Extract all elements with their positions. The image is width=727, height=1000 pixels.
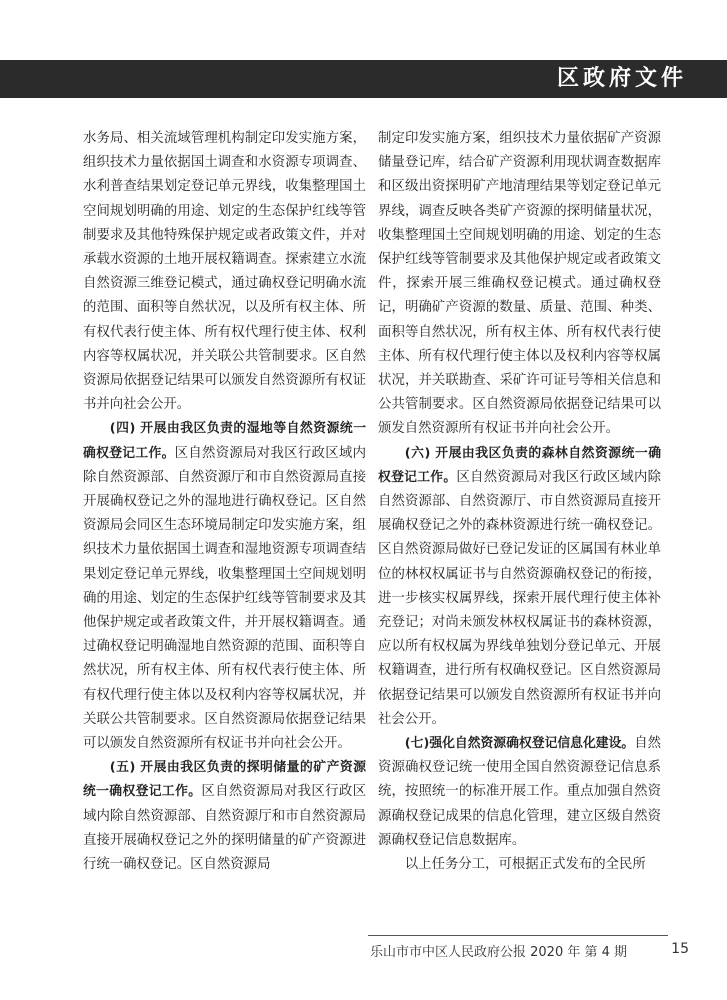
paragraph: 制定印发实施方案，组织技术力量依据矿产资源储量登记库，结合矿产资源利用现状调查数据库和区级出资探明矿产地清理结果等划定登记单元界线，调查反映各类矿产资源的探明储量状况，收集整理国土空间规划明确的用途、划定的生态保护红线等管制要求及其他保护规定或者政策文件，探索开展三维确权登记模式。通过确权登记，明确矿产资源的数量、质量、范围、种类、面积等自然状况，所有权主体、所有权代表行使主体、所有权代理行使主体以及权利内容等权属状况，并关联勘查、采矿许可证号等相关信息和公共管制要求。区自然资源局依据登记结果可以颁发自然资源所有权证书并向社会公开。 xyxy=(378,131,661,437)
footer-divider xyxy=(368,935,668,936)
footer-journal: 乐山市市中区人民政府公报 2020 年 第 4 期 xyxy=(370,945,628,960)
paragraph-body: 区自然资源局对我区行政区域内除自然资源部、自然资源厅、市自然资源局直接开展确权登记之外的森林资源进行统一确权登记。区自然资源局做好已登记发证的区属国有林业单位的林权权属证书与自然资源确权登记的衔接，进一步核实权属界线，探索开展代理行使主体补充登记；对尚未颁发林权权属证书的森林资源，应以所有权权属为界线单独划分登记单元、开展权籍调查，进行所有权确权登记。区自然资源局依据登记结果可以颁发自然资源所有权证书并向社会公开。 xyxy=(378,469,662,727)
paragraph xyxy=(83,756,366,877)
page-number: 15 xyxy=(671,941,689,957)
paragraph: 水务局、相关流域管理机构制定印发实施方案，组织技术力量依据国土调查和水资源专项调查、水利普查结果划定登记单元界线，收集整理国土空间规划明确的用途、划定的生态保护红线等管制要求及其他特殊保护规定或者政策文件，并对承载水资源的土地开展权籍调查。探索建立水流自然资源三维登记模式，通过确权登记明确水流的范围、面积等自然状况，以及所有权主体、所有权代表行使主体、所有权代理行使主体、权利内容等权属状况，并关联公共管制要求。区自然资源局依据登记结果可以颁发自然资源所有权证书并向社会公开。 xyxy=(83,131,366,413)
paragraph-body: 区自然资源局对我区行政区域内除自然资源部、自然资源厅和市自然资源局直接开展确权登记之外的探明储量的矿产资源进行统一确权登记。区自然资源局 xyxy=(83,784,367,873)
paragraph-body: 区自然资源局对我区行政区域内除自然资源部、自然资源厅和市自然资源局直接开展确权登记之外的湿地进行确权登记。区自然资源局会同区生态环境局制定印发实施方案，组织技术力量依据国土调查和湿地资源专项调查结果划定登记单元界线，收集整理国土空间规划明确的用途、划定的生态保护红线等管制要求及其他保护规定或者政策文件，并开展权籍调查。通过确权登记明确湿地自然资源的范围、面积等自然状况，所有权主体、所有权代表行使主体、所有权代理行使主体以及权利内容等权属状况，并关联公共管制要求。区自然资源局依据登记结果可以颁发自然资源所有权证书并向社会公开。 xyxy=(83,445,367,752)
paragraph-heading: (五) 开展由我区负责的探明储量的矿产资源统一确权登记工作。 xyxy=(83,760,366,800)
paragraph-heading: (六) 开展由我区负责的森林自然资源统一确权登记工作。 xyxy=(378,445,661,485)
paragraph xyxy=(378,732,661,853)
paragraph: 以上任务分工，可根据正式发布的全民所 xyxy=(404,857,646,873)
header-banner xyxy=(0,60,727,98)
paragraph xyxy=(378,442,661,732)
right-column xyxy=(378,127,661,877)
paragraph-heading: (四) 开展由我区负责的湿地等自然资源统一确权登记工作。 xyxy=(83,421,366,461)
paragraph xyxy=(83,417,366,756)
paragraph-body: 自然资源确权登记统一使用全国自然资源登记信息系统，按照统一的标准开展工作。重点加强自然资源确权登记成果的信息化管理，建立区级自然资源确权登记信息数据库。 xyxy=(378,736,662,848)
paragraph-heading: (七)强化自然资源确权登记信息化建设。 xyxy=(404,736,635,752)
left-column xyxy=(83,127,366,877)
section-title: 区政府文件 xyxy=(556,66,687,91)
